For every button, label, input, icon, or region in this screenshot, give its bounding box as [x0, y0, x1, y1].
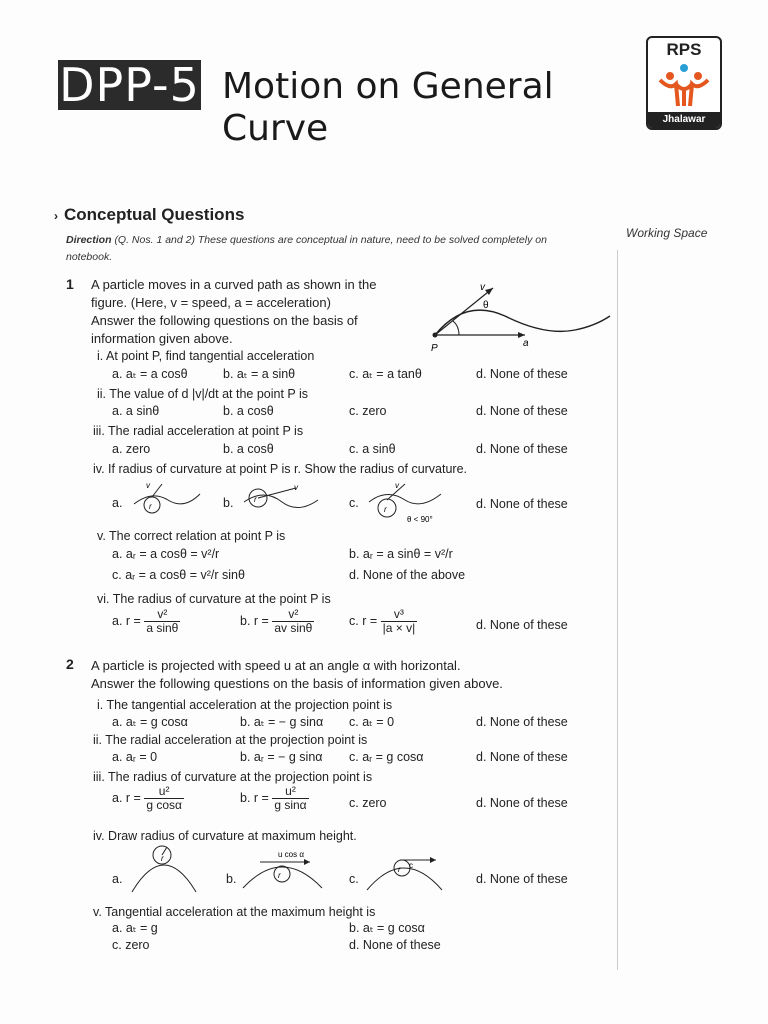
q1-v-option-c[interactable]: c. aᵣ = a cosθ = v²/r sinθ [112, 568, 245, 582]
q1-iii-question: iii. The radial acceleration at point P is [93, 424, 304, 438]
q2-i-option-a[interactable]: a. aₜ = g cosα [112, 715, 188, 729]
q2-iii-a-num: u² [144, 785, 184, 799]
logo-figures-icon [656, 60, 712, 110]
q1-line1: A particle moves in a curved path as shown in the [91, 277, 377, 292]
q1-iv-fig-c [365, 478, 445, 526]
q1-vi-a-fraction [144, 608, 180, 635]
q1-curve-figure [425, 278, 615, 358]
q2-iv-fig-b [240, 848, 325, 890]
q1-iv-option-c[interactable]: c. [349, 496, 359, 510]
q1-v-question: v. The correct relation at point P is [97, 529, 286, 543]
q2-iii-b-num: u² [272, 785, 308, 799]
fig2-c-r: r [398, 865, 401, 874]
direction-text [66, 232, 606, 266]
chevron-icon: › [54, 209, 58, 223]
q1-iv-question: iv. If radius of curvature at point P is r. Show the radius of curvature. [93, 462, 468, 476]
q1-ii-option-b[interactable]: b. a cosθ [223, 404, 274, 418]
q1-vi-a-num: v² [144, 608, 180, 622]
q2-v-option-d[interactable]: d. None of these [349, 938, 441, 952]
q2-iii-option-c[interactable]: c. zero [349, 796, 387, 810]
q2-iii-option-d[interactable]: d. None of these [476, 796, 568, 810]
q2-ii-option-b[interactable]: b. aᵣ = − g sinα [240, 750, 323, 764]
q1-line4: information given above. [91, 331, 233, 346]
q1-iii-option-c[interactable]: c. a sinθ [349, 442, 396, 456]
q1-v-option-d[interactable]: d. None of the above [349, 568, 466, 582]
q1-vi-a-label: a. r = [112, 613, 141, 628]
q1-vi-option-c[interactable] [349, 608, 417, 635]
fig2-b-ucos: u cos α [278, 850, 304, 859]
fig-theta-label: θ [483, 300, 489, 311]
fig2-a-r: r [161, 854, 164, 863]
q2-v-option-c[interactable]: c. zero [112, 938, 150, 952]
dpp-badge: DPP-5 [59, 58, 200, 112]
q1-iv-option-d[interactable]: d. None of these [476, 497, 568, 511]
fig-v-label: v [480, 282, 485, 293]
q2-iv-fig-c [364, 848, 446, 892]
fig-a-label: a [523, 338, 529, 349]
q2-iii-b-den: g sinα [274, 798, 307, 812]
q2-iii-b-label: b. r = [240, 790, 269, 805]
q2-ii-option-d[interactable]: d. None of these [476, 750, 568, 764]
fig-a-v: v [146, 481, 150, 490]
page-title [222, 66, 554, 150]
title-line-2: Curve [222, 108, 329, 149]
q1-v-option-b[interactable]: b. aᵣ = a sinθ = v²/r [349, 547, 453, 561]
q2-i-option-b[interactable]: b. aₜ = − g sinα [240, 715, 324, 729]
q2-i-option-d[interactable]: d. None of these [476, 715, 568, 729]
working-space-divider [617, 250, 618, 970]
q1-ii-option-d[interactable]: d. None of these [476, 404, 568, 418]
q1-ii-question: ii. The value of d |v|/dt at the point P is [97, 387, 309, 401]
rps-logo [646, 36, 722, 130]
q1-i-option-c[interactable]: c. aₜ = a tanθ [349, 367, 422, 381]
q1-ii-option-a[interactable]: a. a sinθ [112, 404, 160, 418]
q2-v-option-a[interactable]: a. aₜ = g [112, 921, 158, 935]
q1-vi-option-d[interactable]: d. None of these [476, 618, 568, 632]
q1-vi-question: vi. The radius of curvature at the point P is [97, 592, 331, 606]
q2-stem [91, 657, 503, 693]
q2-iii-a-den: g cosα [146, 798, 182, 812]
q1-iv-fig-b [240, 480, 320, 518]
q1-iii-option-a[interactable]: a. zero [112, 442, 151, 456]
q1-i-option-a[interactable]: a. aₜ = a cosθ [112, 367, 188, 381]
q1-line2: figure. (Here, v = speed, a = acceleration) [91, 295, 331, 310]
fig-p-label: P [431, 343, 438, 354]
q1-iv-option-a[interactable]: a. [112, 496, 123, 510]
q2-iii-b-fraction [272, 785, 308, 812]
logo-bottom-text: Jhalawar [648, 112, 720, 128]
direction-label: Direction [66, 234, 112, 246]
q1-vi-b-label: b. r = [240, 613, 269, 628]
q1-vi-option-a[interactable] [112, 608, 180, 635]
fig-c-v: v [395, 481, 399, 490]
q1-i-option-b[interactable]: b. aₜ = a sinθ [223, 367, 296, 381]
q2-iii-option-b[interactable] [240, 785, 309, 812]
q2-ii-option-a[interactable]: a. aᵣ = 0 [112, 750, 158, 764]
direction-body-2: notebook. [66, 251, 113, 263]
q2-number: 2 [66, 656, 74, 672]
q2-line1: A particle is projected with speed u at an angle α with horizontal. [91, 658, 461, 673]
q2-i-option-c[interactable]: c. aₜ = 0 [349, 715, 395, 729]
q1-vi-b-fraction [272, 608, 314, 635]
q1-vi-c-num: v³ [381, 608, 418, 622]
q2-iv-fig-a [130, 842, 200, 894]
q2-iii-a-label: a. r = [112, 790, 141, 805]
q1-line3: Answer the following questions on the basis of [91, 313, 358, 328]
section-title [54, 205, 244, 225]
q2-iv-option-d[interactable]: d. None of these [476, 872, 568, 886]
q2-iii-option-a[interactable] [112, 785, 184, 812]
fig-b-r: r [254, 495, 257, 504]
q1-number: 1 [66, 276, 74, 292]
q2-iv-option-a[interactable]: a. [112, 872, 123, 886]
q2-i-question: i. The tangential acceleration at the projection point is [97, 698, 393, 712]
fig-b-v: v [294, 483, 298, 492]
q1-vi-option-b[interactable] [240, 608, 314, 635]
working-space-label: Working Space [626, 226, 708, 240]
title-line-1: Motion on General [222, 66, 554, 107]
q2-v-option-b[interactable]: b. aₜ = g cosα [349, 921, 425, 935]
q1-vi-a-den: a sinθ [146, 621, 179, 635]
q1-iii-option-d[interactable]: d. None of these [476, 442, 568, 456]
q2-ii-option-c[interactable]: c. aᵣ = g cosα [349, 750, 424, 764]
q1-iii-option-b[interactable]: b. a cosθ [223, 442, 274, 456]
q2-iv-question: iv. Draw radius of curvature at maximum height. [93, 829, 357, 843]
q2-iv-option-c[interactable]: c. [349, 872, 359, 886]
fig-c-theta: θ < 90° [407, 515, 433, 524]
direction-body: (Q. Nos. 1 and 2) These questions are conceptual in nature, need to be solved completely on [114, 234, 547, 246]
q1-vi-c-label: c. r = [349, 613, 378, 628]
q2-iii-a-fraction [144, 785, 184, 812]
q2-iii-question: iii. The radius of curvature at the projection point is [93, 770, 373, 784]
q1-vi-c-den: |a × v| [382, 621, 416, 635]
fig-c-r: r [384, 505, 387, 514]
q1-i-option-d[interactable]: d. None of these [476, 367, 568, 381]
q2-ii-question: ii. The radial acceleration at the projection point is [93, 733, 368, 747]
q1-iv-option-b[interactable]: b. [223, 496, 234, 510]
fig-a-r: r [149, 502, 152, 511]
fig2-c-c: c [409, 861, 413, 870]
q1-stem [91, 276, 376, 348]
q1-vi-c-fraction [381, 608, 418, 635]
q2-v-question: v. Tangential acceleration at the maximum height is [93, 905, 376, 919]
fig2-b-r: r [278, 871, 281, 880]
q2-iv-option-b[interactable]: b. [226, 872, 237, 886]
q1-ii-option-c[interactable]: c. zero [349, 404, 387, 418]
q1-vi-b-den: av sinθ [274, 621, 313, 635]
q1-v-option-a[interactable]: a. aᵣ = a cosθ = v²/r [112, 547, 220, 561]
q1-iv-fig-a [132, 480, 202, 518]
q1-i-question: i. At point P, find tangential acceleration [97, 349, 315, 363]
section-title-text: Conceptual Questions [64, 205, 245, 224]
q2-line2: Answer the following questions on the basis of information given above. [91, 676, 503, 691]
q1-vi-b-num: v² [272, 608, 314, 622]
logo-top-text: RPS [666, 40, 702, 59]
